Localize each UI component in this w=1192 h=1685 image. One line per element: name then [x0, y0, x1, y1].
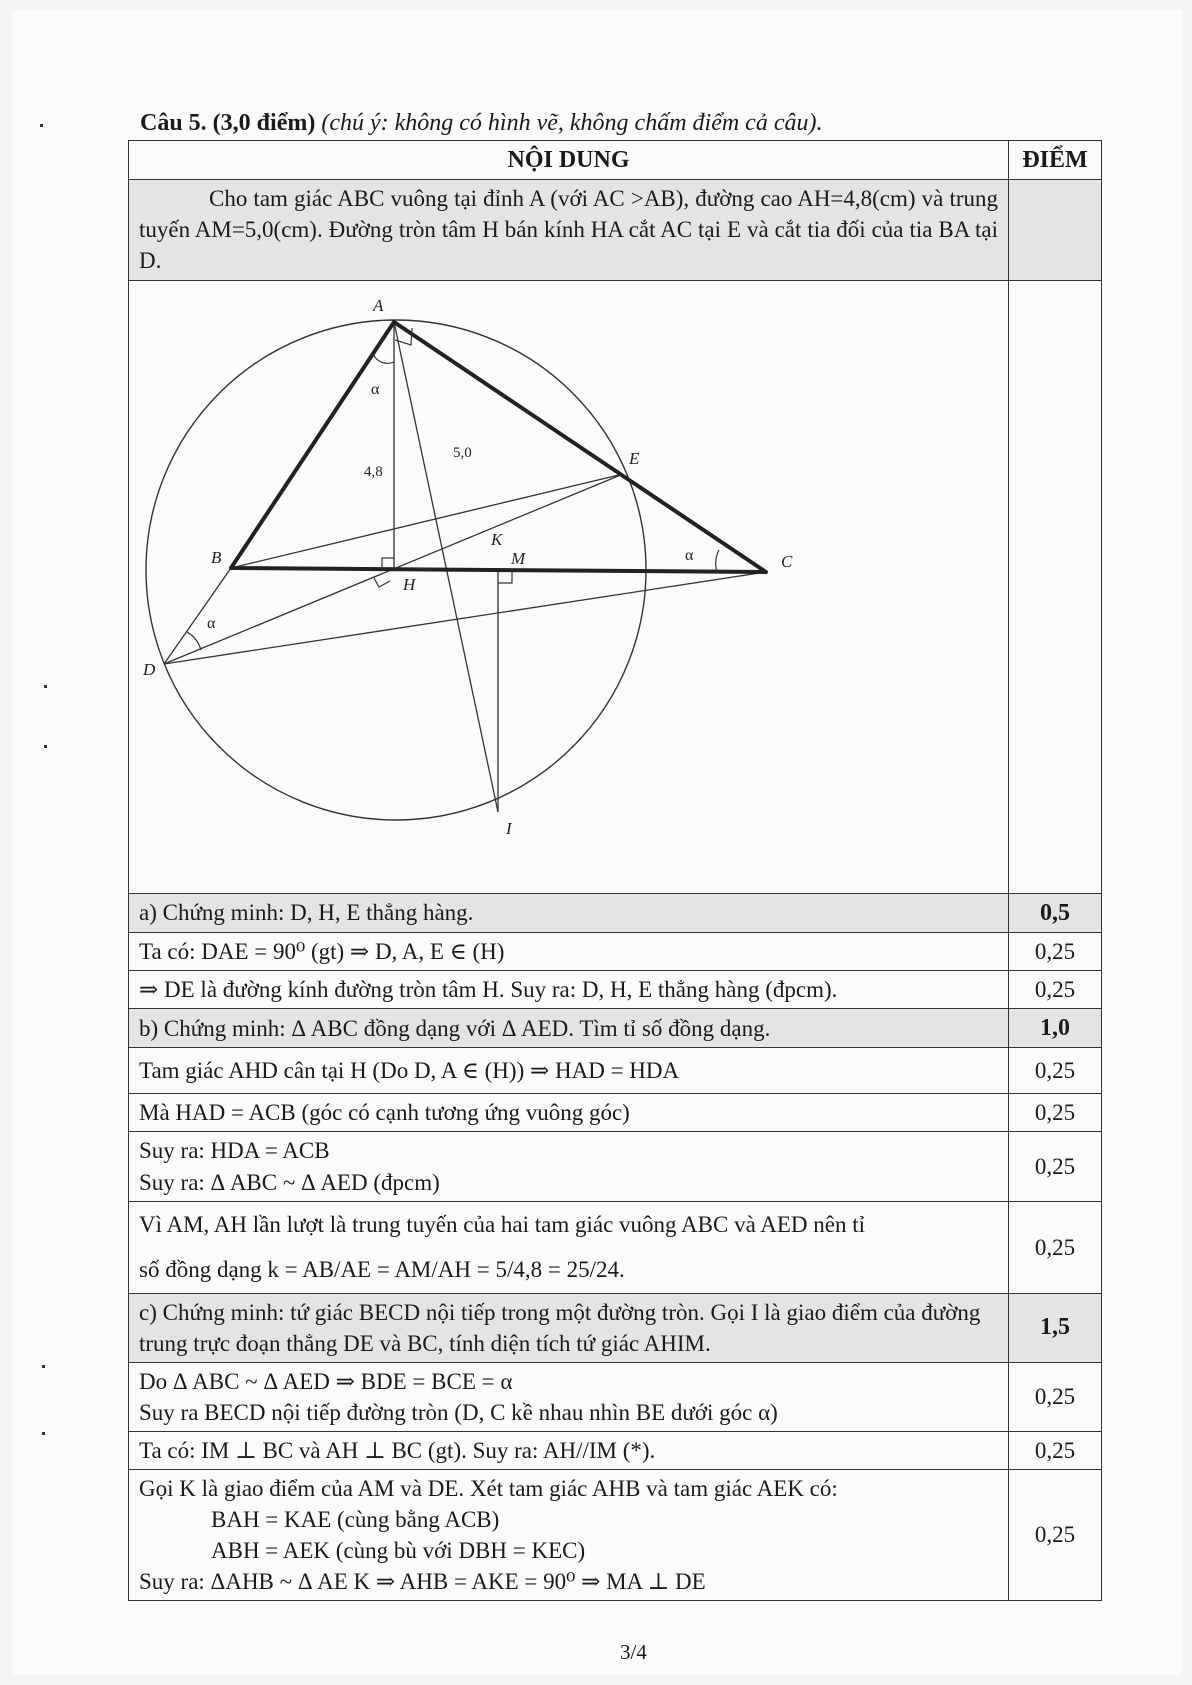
segment-dc [164, 572, 766, 664]
step-line: Suy ra: ΔAHB ~ Δ AE K ⇒ AHB = AKE = 90⁰ ⇒ MA ⊥ DE [139, 1568, 706, 1594]
angle-arc-a [373, 354, 394, 363]
step-text: Tam giác AHD cân tại H (Do D, A ∈ (H)) ⇒ HAD = HDA [129, 1048, 1009, 1094]
step-score: 0,25 [1009, 1469, 1102, 1600]
step-line: Do Δ ABC ~ Δ AED ⇒ BDE = BCE = α [139, 1368, 513, 1394]
step-score: 0,25 [1009, 1132, 1102, 1201]
label-alpha-c: α [685, 546, 694, 564]
segment-ai [394, 322, 498, 812]
section-c-row [129, 1293, 1102, 1362]
step-score: 0,25 [1009, 1362, 1102, 1431]
question-heading [140, 110, 822, 137]
step-line: Suy ra: HDA = ACB [139, 1138, 330, 1164]
step-row [129, 1201, 1102, 1293]
right-angle-k [374, 578, 390, 587]
step-text: Ta có: DAE = 90⁰ (gt) ⇒ D, A, E ∈ (H) [129, 932, 1009, 970]
step-score: 0,25 [1009, 1431, 1102, 1469]
step-text-multi [129, 1469, 1009, 1600]
step-score: 0,25 [1009, 1048, 1102, 1094]
angle-arc-d [187, 632, 201, 650]
label-m: M [511, 548, 526, 568]
geometry-figure [129, 281, 1017, 893]
header-content: NỘI DUNG [129, 141, 1009, 180]
table-header [129, 141, 1102, 180]
step-line: BAH = KAE (cùng bằng ACB) [211, 1506, 500, 1532]
label-ah-length: 4,8 [364, 463, 383, 480]
figure-cell [129, 280, 1009, 893]
section-a-row [129, 893, 1102, 932]
step-row [129, 1362, 1102, 1431]
question-title: Câu 5. (3,0 điểm) [140, 110, 316, 136]
label-b: B [211, 547, 222, 567]
step-line: số đồng dạng k = AB/AE = AM/AH = 5/4,8 = 25/24. [139, 1257, 625, 1283]
step-row [129, 932, 1102, 970]
page-number: 3/4 [620, 1640, 647, 1664]
section-a-text: a) Chứng minh: D, H, E thẳng hàng. [129, 893, 1009, 932]
step-line: Gọi K là giao điểm của AM và DE. Xét tam giác AHB và tam giác AEK có: [139, 1475, 838, 1501]
label-c: C [781, 551, 793, 571]
label-k: K [491, 529, 503, 549]
step-text-multi [129, 1132, 1009, 1201]
section-c-text: c) Chứng minh: tứ giác BECD nội tiếp trong một đường tròn. Gọi I là giao điểm của đường trung trực đoạn thẳng DE và BC, tính diện tích tứ giác AHIM. [129, 1293, 1009, 1362]
step-line: ABH = AEK (cùng bù với DBH = KEC) [211, 1537, 586, 1563]
figure-row [129, 280, 1102, 893]
label-i: I [506, 818, 512, 838]
section-b-score: 1,0 [1009, 1009, 1102, 1048]
step-score: 0,25 [1009, 1094, 1102, 1132]
step-line: Suy ra BECD nội tiếp đường tròn (D, C kề nhau nhìn BE dưới góc α) [139, 1399, 778, 1425]
section-c-score: 1,5 [1009, 1293, 1102, 1362]
segment-di [164, 664, 498, 812]
section-b-text: b) Chứng minh: Δ ABC đồng dạng với Δ AED. Tìm tỉ số đồng dạng. [129, 1009, 1009, 1048]
step-line: Suy ra: Δ ABC ~ Δ AED (đpcm) [139, 1169, 440, 1195]
step-row [129, 1132, 1102, 1201]
problem-statement: Cho tam giác ABC vuông tại đỉnh A (với AC >AB), đường cao AH=4,8(cm) và trung tuyến AM=5,0(cm). Đường tròn tâm H bán kính HA cắt AC tại E và cắt tia đối của tia BA tại D. [129, 180, 1009, 280]
segment-be [231, 474, 623, 568]
step-row [129, 1469, 1102, 1600]
question-note: (chú ý: không có hình vẽ, không chấm điểm cả câu). [321, 110, 823, 136]
label-d: D [143, 659, 156, 679]
section-b-row [129, 1009, 1102, 1048]
label-a: A [373, 295, 384, 315]
step-row [129, 1431, 1102, 1469]
step-text: Ta có: IM ⊥ BC và AH ⊥ BC (gt). Suy ra: AH//IM (*). [129, 1431, 1009, 1469]
step-text-multi [129, 1362, 1009, 1431]
label-alpha-d: α [207, 614, 216, 632]
step-text-multi [129, 1201, 1009, 1293]
label-alpha-a: α [371, 380, 380, 398]
header-score: ĐIỂM [1009, 141, 1102, 180]
label-h: H [403, 574, 416, 594]
step-row [129, 1094, 1102, 1132]
section-a-score: 0,5 [1009, 893, 1102, 932]
step-score: 0,25 [1009, 970, 1102, 1008]
step-row [129, 1048, 1102, 1094]
step-text: Mà HAD = ACB (góc có cạnh tương ứng vuông góc) [129, 1094, 1009, 1132]
step-text: ⇒ DE là đường kính đường tròn tâm H. Suy ra: D, H, E thẳng hàng (đpcm). [129, 970, 1009, 1008]
step-score: 0,25 [1009, 1201, 1102, 1293]
figure-score [1009, 280, 1102, 893]
step-score: 0,25 [1009, 932, 1102, 970]
angle-arc-c [716, 550, 719, 572]
label-e: E [629, 448, 640, 468]
answer-table [128, 140, 1102, 1601]
step-line: Vì AM, AH lần lượt là trung tuyến của hai tam giác vuông ABC và AED nên tỉ [139, 1212, 866, 1237]
label-am-length: 5,0 [453, 444, 472, 461]
intro-row [129, 180, 1102, 280]
step-row [129, 970, 1102, 1008]
intro-score [1009, 180, 1102, 280]
